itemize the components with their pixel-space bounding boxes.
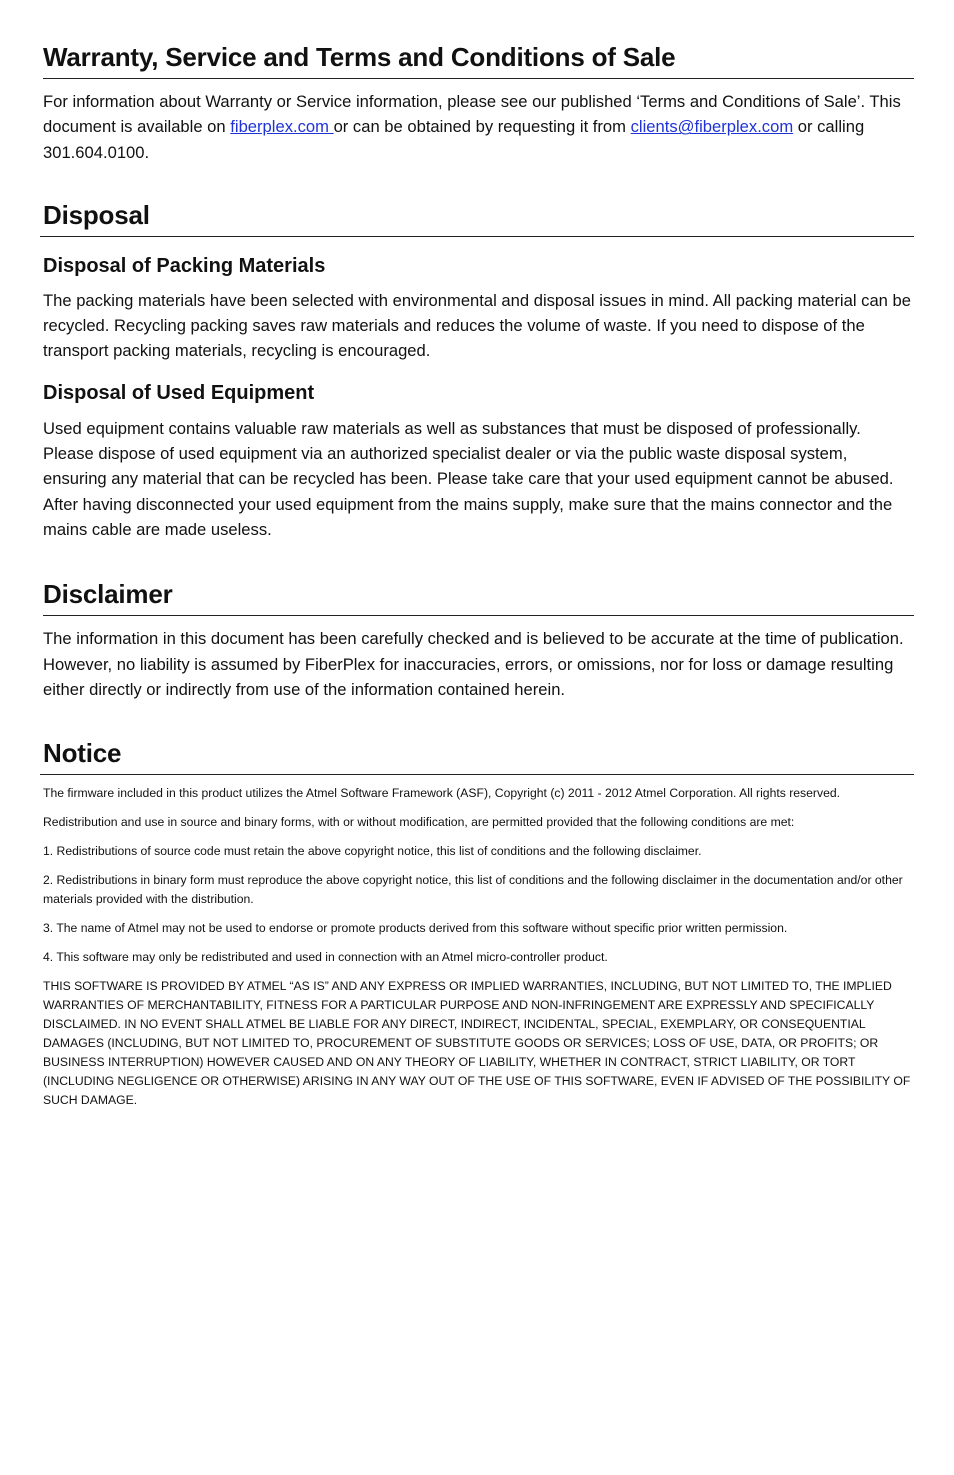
used-equipment-heading: Disposal of Used Equipment: [43, 381, 315, 404]
used-equipment-paragraph: Used equipment contains valuable raw materials as well as substances that must be disposed of professionally. Please dispose of used equipment via an authorized specialist dealer or via the public waste disposal system, ensuring any material that can be recycled has been. Please take care that your used equipment cannot be abused. After having disconnected your used equipment from the mains supply, make sure that the mains connector and the mains cable are made useless.: [43, 418, 894, 539]
notice-section: [43, 736, 914, 1110]
disclaimer-heading: Disclaimer: [43, 577, 914, 616]
disclaimer-paragraph: The information in this document has been carefully checked and is believed to be accurate at the time of publication. However, no liability is assumed by FiberPlex for inaccuracies, errors, or omissions, nor for loss or damage resulting either directly or indirectly from use of the information contained herein.: [43, 629, 904, 699]
warranty-text-2: or can be obtained by requesting it from: [333, 117, 631, 137]
warranty-text-3: or calling 301.604.0100.: [43, 117, 865, 162]
notice-condition-1: 1. Redistributions of source code must retain the above copyright notice, this list of conditions and the following disclaimer.: [43, 844, 702, 859]
warranty-section: [43, 40, 914, 165]
document-page: [43, 40, 914, 1110]
notice-warranty-disclaimer: THIS SOFTWARE IS PROVIDED BY ATMEL “AS IS” AND ANY EXPRESS OR IMPLIED WARRANTIES, INCLUDING, BUT NOT LIMITED TO, THE IMPLIED WARRANTIES OF MERCHANTABILITY, FITNESS FOR A PARTICULAR PURPOSE AND NON-INFRINGEMENT ARE EXPRESSLY AND SPECIFICALLY DISCLAIMED. IN NO EVENT SHALL ATMEL BE LIABLE FOR ANY DIRECT, INDIRECT, INCIDENTAL, SPECIAL, EXEMPLARY, OR CONSEQUENTIAL DAMAGES (INCLUDING, BUT NOT LIMITED TO, PROCUREMENT OF SUBSTITUTE GOODS OR SERVICES; LOSS OF USE, DATA, OR PROFITS; OR BUSINESS INTERRUPTION) HOWEVER CAUSED AND ON ANY THEORY OF LIABILITY, WHETHER IN CONTRACT, STRICT LIABILITY, OR TORT (INCLUDING NEGLIGENCE OR OTHERWISE) ARISING IN ANY WAY OUT OF THE USE OF THIS SOFTWARE, EVEN IF ADVISED OF THE POSSIBILITY OF SUCH DAMAGE.: [43, 979, 911, 1108]
warranty-text-1: For information about Warranty or Service information, please see our published ‘Terms and Conditions of Sale’. This document is available on: [43, 92, 901, 137]
disclaimer-section: [43, 577, 914, 702]
packing-materials-heading: Disposal of Packing Materials: [43, 254, 326, 277]
notice-condition-2: 2. Redistributions in binary form must reproduce the above copyright notice, this list of conditions and the following disclaimer in the documentation and/or other materials provided with the distribution.: [43, 873, 903, 907]
notice-redistribution-paragraph: Redistribution and use in source and binary forms, with or without modification, are permitted provided that the following conditions are met:: [43, 815, 795, 830]
disposal-heading: Disposal: [40, 198, 914, 237]
notice-condition-4: 4. This software may only be redistributed and used in connection with an Atmel micro-controller product.: [43, 950, 608, 965]
clients-email-link[interactable]: clients@fiberplex.com: [630, 117, 794, 137]
fiberplex-site-link[interactable]: fiberplex.com: [230, 117, 334, 137]
packing-materials-paragraph: The packing materials have been selected with environmental and disposal issues in mind. All packing material can be recycled. Recycling packing saves raw materials and reduces the volume of waste. If you need to dispose of the transport packing materials, recycling is encouraged.: [43, 290, 911, 361]
disposal-section: [43, 198, 914, 542]
notice-heading: Notice: [40, 736, 914, 775]
warranty-paragraph: [43, 89, 914, 165]
warranty-heading: Warranty, Service and Terms and Conditions of Sale: [43, 40, 914, 79]
notice-copyright-paragraph: The firmware included in this product utilizes the Atmel Software Framework (ASF), Copyright (c) 2011 - 2012 Atmel Corporation. All rights reserved.: [43, 786, 841, 801]
notice-condition-3: 3. The name of Atmel may not be used to endorse or promote products derived from this software without specific prior written permission.: [43, 921, 788, 936]
